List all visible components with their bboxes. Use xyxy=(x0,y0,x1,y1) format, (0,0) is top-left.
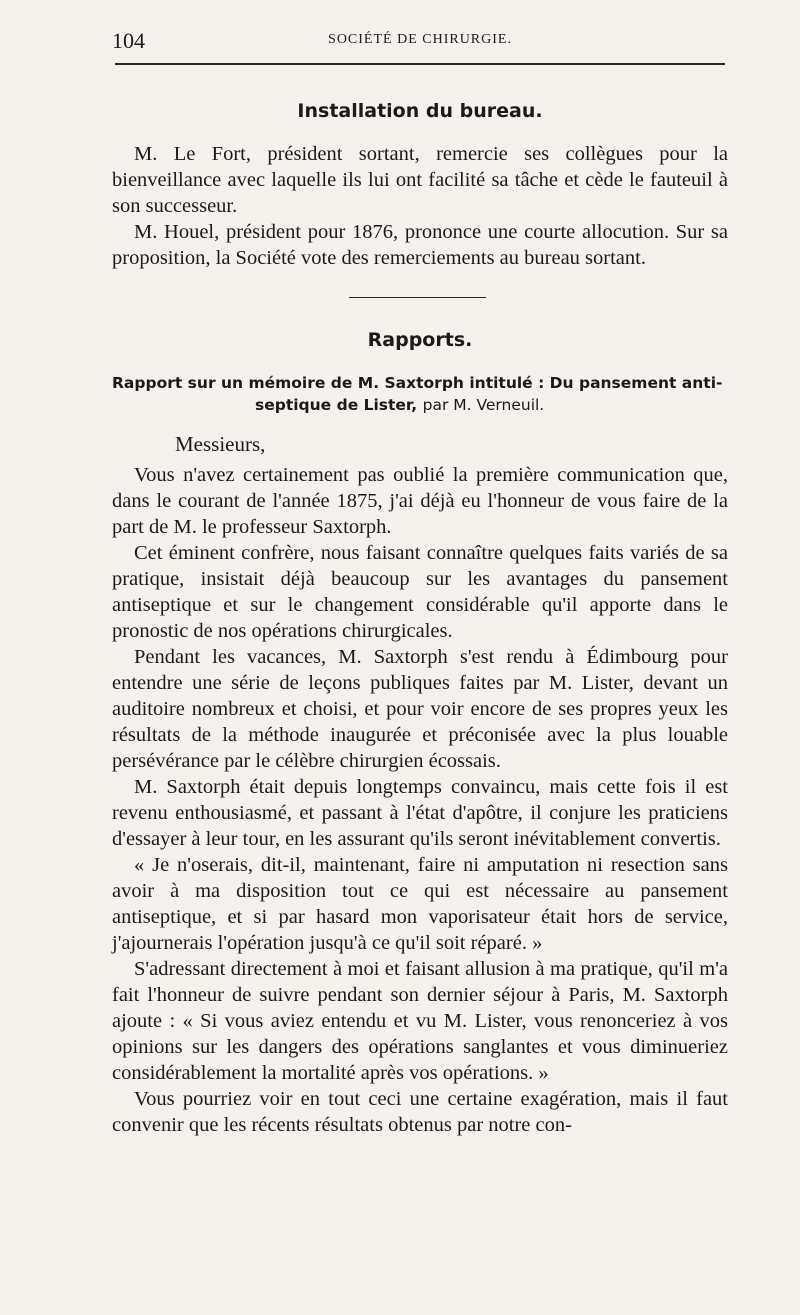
paragraph: M. Houel, président pour 1876, prononce une courte allocution. Sur sa proposition, la Société vote des remerciements au bureau sortant. xyxy=(112,221,728,269)
running-head: SOCIÉTÉ DE CHIRURGIE. xyxy=(328,32,512,47)
paragraph: Pendant les vacances, M. Saxtorph s'est rendu à Édimbourg pour entendre une série de leçons publiques faites par M. Lister, devant un auditoire nombreux et choisi, et pour voir encore de ses propres yeux les résultats de la méthode inaugurée et préconisée avec la plus louable persévérance par le célèbre chirurgien écossais. xyxy=(112,646,728,772)
section-title-rapports: Rapports. xyxy=(367,329,473,351)
report-title-subject: septique de Lister, xyxy=(255,396,418,414)
paragraph: Vous pourriez voir en tout ceci une certaine exagération, mais il faut convenir que les récents résultats obtenus par notre con- xyxy=(112,1088,728,1136)
paragraph: « Je n'oserais, dit-il, maintenant, faire ni amputation ni resection sans avoir à ma disposition tout ce qui est nécessaire au pansement antiseptique, et si par hasard mon vaporisateur était hors de service, j'ajournerais l'opération jusqu'à ce qu'il soit réparé. » xyxy=(112,854,728,954)
salutation: Messieurs, xyxy=(175,432,266,456)
installation-body xyxy=(112,141,728,271)
report-body xyxy=(112,462,728,1138)
paragraph: Cet éminent confrère, nous faisant connaître quelques faits variés de sa pratique, insistait déjà beaucoup sur les avantages du pansement antiseptique et sur le changement considérable qu'il apporte dans le pronostic de nos opérations chirurgicales. xyxy=(112,542,728,642)
paragraph: M. Saxtorph était depuis longtemps convaincu, mais cette fois il est revenu enthousiasmé, et passant à l'état d'apôtre, il conjure les praticiens d'essayer à leur tour, en les assurant qu'ils seront inévitablement convertis. xyxy=(112,776,728,850)
report-title-line-1: Rapport sur un mémoire de M. Saxtorph intitulé : Du pansement anti- xyxy=(112,374,723,392)
report-title-line-2 xyxy=(112,394,728,416)
paragraph: Vous n'avez certainement pas oublié la première communication que, dans le courant de l'année 1875, j'ai déjà eu l'honneur de vous faire de la part de M. le professeur Saxtorph. xyxy=(112,464,728,538)
report-title xyxy=(112,372,728,416)
report-author: par M. Verneuil. xyxy=(422,396,545,414)
page-header xyxy=(112,28,728,54)
section-divider xyxy=(349,297,486,298)
header-rule xyxy=(115,63,725,65)
paragraph: M. Le Fort, président sortant, remercie ses collègues pour la bienveillance avec laquelle ils lui ont facilité sa tâche et cède le fauteuil à son successeur. xyxy=(112,143,728,217)
page-number: 104 xyxy=(112,28,145,53)
paragraph: S'adressant directement à moi et faisant allusion à ma pratique, qu'il m'a fait l'honneur de suivre pendant son dernier séjour à Paris, M. Saxtorph ajoute : « Si vous aviez entendu et vu M. Lister, vous renonceriez à vos opinions sur les dangers des opérations sanglantes et vous diminueriez considérablement la mortalité après vos opérations. » xyxy=(112,958,728,1084)
section-title-installation: Installation du bureau. xyxy=(297,100,543,122)
